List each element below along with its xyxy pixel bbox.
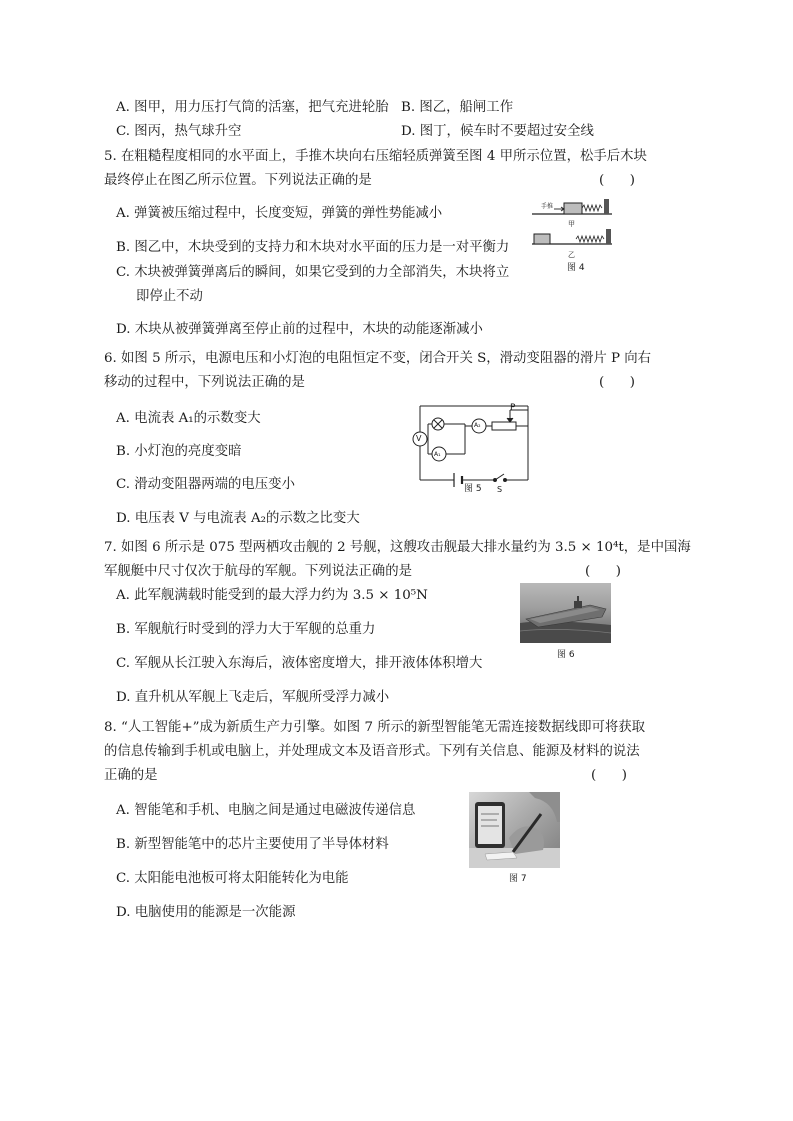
figure-4-hand-label: 手推 [541,203,554,210]
q6-stem-line1: 6. 如图 5 所示，电源电压和小灯泡的电阻恒定不变，闭合开关 S，滑动变阻器的滑片 P 向右 [104,351,652,366]
q8-option-d: D. 电脑使用的能源是一次能源 [116,905,296,920]
q8-stem-line2: 的信息传输到手机或电脑上，并处理成文本及语音形式。下列有关信息、能源及材料的说法 [104,744,640,759]
figure-5-ammeter-a1-label: A₁ [434,451,441,458]
q5-stem-line2: 最终停止在图乙所示位置。下列说法正确的是 [104,173,372,188]
q8-option-b: B. 新型智能笔中的芯片主要使用了半导体材料 [116,837,389,852]
q5-option-d: D. 木块从被弹簧弹离至停止前的过程中，木块的动能逐渐减小 [116,322,483,337]
q5-option-b: B. 图乙中，木块受到的支持力和木块对水平面的压力是一对平衡力 [116,240,510,255]
figure-5-caption: 图 5 [464,484,482,494]
q4-option-d: D. 图丁，候车时不要超过安全线 [401,124,594,139]
q7-option-a: A. 此军舰满载时能受到的最大浮力约为 3.5 × 10⁵N [116,588,428,603]
figure-4-label-yi: 乙 [568,251,575,259]
figure-6-warship-photo [520,583,611,643]
q5-option-c-line2: 即停止不动 [136,289,203,304]
q8-option-a: A. 智能笔和手机、电脑之间是通过电磁波传递信息 [116,803,416,818]
q7-stem-line2: 军舰艇中尺寸仅次于航母的军舰。下列说法正确的是 [104,564,412,579]
q8-answer-paren: ( ) [591,768,627,783]
q4-option-b: B. 图乙，船闸工作 [401,100,514,115]
figure-5-voltmeter-label: V [416,434,422,443]
figure-4-label-jia: 甲 [568,220,575,228]
q8-stem-line1: 8. “人工智能+”成为新质生产力引擎。如图 7 所示的新型智能笔无需连接数据线即可将获取 [104,720,646,735]
q4-option-c: C. 图丙，热气球升空 [116,124,242,139]
q7-option-c: C. 军舰从长江驶入东海后，液体密度增大，排开液体体积增大 [116,656,483,671]
figure-5-ammeter-a2-label: A₂ [474,422,481,429]
q5-answer-paren: ( ) [599,173,635,188]
figure-5-slider-p-label: P [510,403,516,413]
q6-option-a: A. 电流表 A₁的示数变大 [116,411,261,426]
q6-answer-paren: ( ) [599,375,635,390]
q5-option-c-line1: C. 木块被弹簧弹离后的瞬间，如果它受到的力全部消失，木块将立 [116,265,510,280]
q6-option-c: C. 滑动变阻器两端的电压变小 [116,477,295,492]
q5-stem-line1: 5. 在粗糙程度相同的水平面上，手推木块向右压缩轻质弹簧至图 4 甲所示位置，松手后木块 [104,149,647,164]
q6-stem-line2: 移动的过程中，下列说法正确的是 [104,375,305,390]
figure-4-caption: 图 4 [567,263,585,273]
figure-5-switch-s-label: S [497,485,503,494]
q8-option-c: C. 太阳能电池板可将太阳能转化为电能 [116,871,349,886]
q7-stem-line1: 7. 如图 6 所示是 075 型两栖攻击舰的 2 号舰，这艘攻击舰最大排水量约为 3.5 × 10⁴t，是中国海 [104,540,691,555]
q5-option-a: A. 弹簧被压缩过程中，长度变短，弹簧的弹性势能减小 [116,206,443,221]
q8-stem-line3: 正确的是 [104,768,158,783]
figure-7-caption: 图 7 [509,874,527,884]
q6-option-d: D. 电压表 V 与电流表 A₂的示数之比变大 [116,511,360,526]
q7-answer-paren: ( ) [585,564,621,579]
q6-option-b: B. 小灯泡的亮度变暗 [116,444,242,459]
q7-option-d: D. 直升机从军舰上飞走后，军舰所受浮力减小 [116,690,390,705]
q7-option-b: B. 军舰航行时受到的浮力大于军舰的总重力 [116,622,376,637]
figure-7-smart-pen-photo [469,792,560,868]
figure-6-caption: 图 6 [557,650,575,660]
q4-option-a: A. 图甲，用力压打气筒的活塞，把气充进轮胎 [116,100,389,115]
figure-5-circuit [410,402,535,492]
